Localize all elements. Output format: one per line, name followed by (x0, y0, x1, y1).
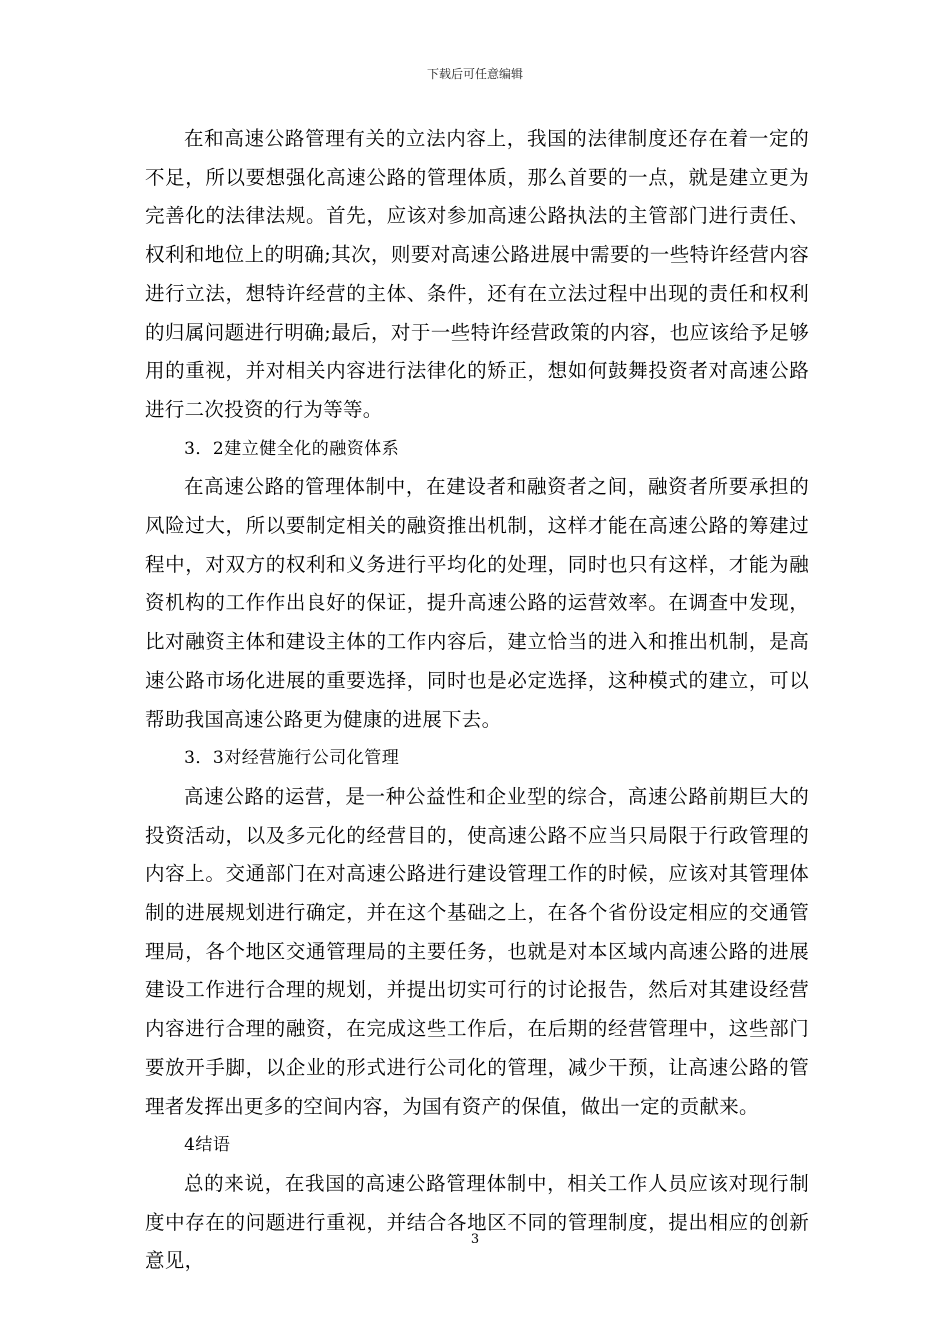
section-heading-3-3: 3．3对经营施行公司化管理 (184, 748, 400, 769)
paragraph-corporate-management: 高速公路的运营，是一种公益性和企业型的综合，高速公路前期巨大的投资活动，以及多元化的经营目的，使高速公路不应当只局限于行政管理的内容上。交通部门在对高速公路进行建设管理工作的时候，应该对其管理体制的进展规划进行确定，并在这个基础之上，在各个省份设定相应的交通管理局，各个地区交通管理局的主要任务，也就是对本区域内高速公路的进展建设工作进行合理的规划，并提出切实可行的讨论报告，然后对其建设经营内容进行合理的融资，在完成这些工作后，在后期的经营管理中，这些部门要放开手脚，以企业的形式进行公司化的管理，减少干预，让高速公路的管理者发挥出更多的空间内容，为国有资产的保值，做出一定的贡献来。 (145, 784, 809, 1118)
paragraph-financing: 在高速公路的管理体制中，在建设者和融资者之间，融资者所要承担的风险过大，所以要制定相关的融资推出机制，这样才能在高速公路的筹建过程中，对双方的权利和义务进行平均化的处理，同时也只有这样，才能为融资机构的工作作出良好的保证，提升高速公路的运营效率。在调查中发现，比对融资主体和建设主体的工作内容后，建立恰当的进入和推出机制，是高速公路市场化进展的重要选择，同时也是必定选择，这种模式的建立，可以帮助我国高速公路更为健康的进展下去。 (145, 475, 809, 731)
document-body (145, 120, 809, 1281)
section-heading-4: 4结语 (184, 1135, 231, 1156)
section-heading-3-2: 3．2建立健全化的融资体系 (184, 438, 400, 459)
page-header: 下载后可任意编辑 (426, 67, 523, 81)
paragraph-conclusion: 总的来说，在我国的高速公路管理体制中，相关工作人员应该对现行制度中存在的问题进行重视，并结合各地区不同的管理制度，提出相应的创新意见， (145, 1171, 809, 1273)
paragraph-legislation: 在和高速公路管理有关的立法内容上，我国的法律制度还存在着一定的不足，所以要想强化高速公路的管理体质，那么首要的一点，就是建立更为完善化的法律法规。首先，应该对参加高速公路执法的主管部门进行责任、权利和地位上的明确;其次，则要对高速公路进展中需要的一些特许经营内容进行立法，想特许经营的主体、条件，还有在立法过程中出现的责任和权利的归属问题进行明确;最后，对于一些特许经营政策的内容，也应该给予足够用的重视，并对相关内容进行法律化的矫正，想如何鼓舞投资者对高速公路进行二次投资的行为等等。 (145, 127, 809, 421)
page-number: 3 (470, 1232, 480, 1247)
